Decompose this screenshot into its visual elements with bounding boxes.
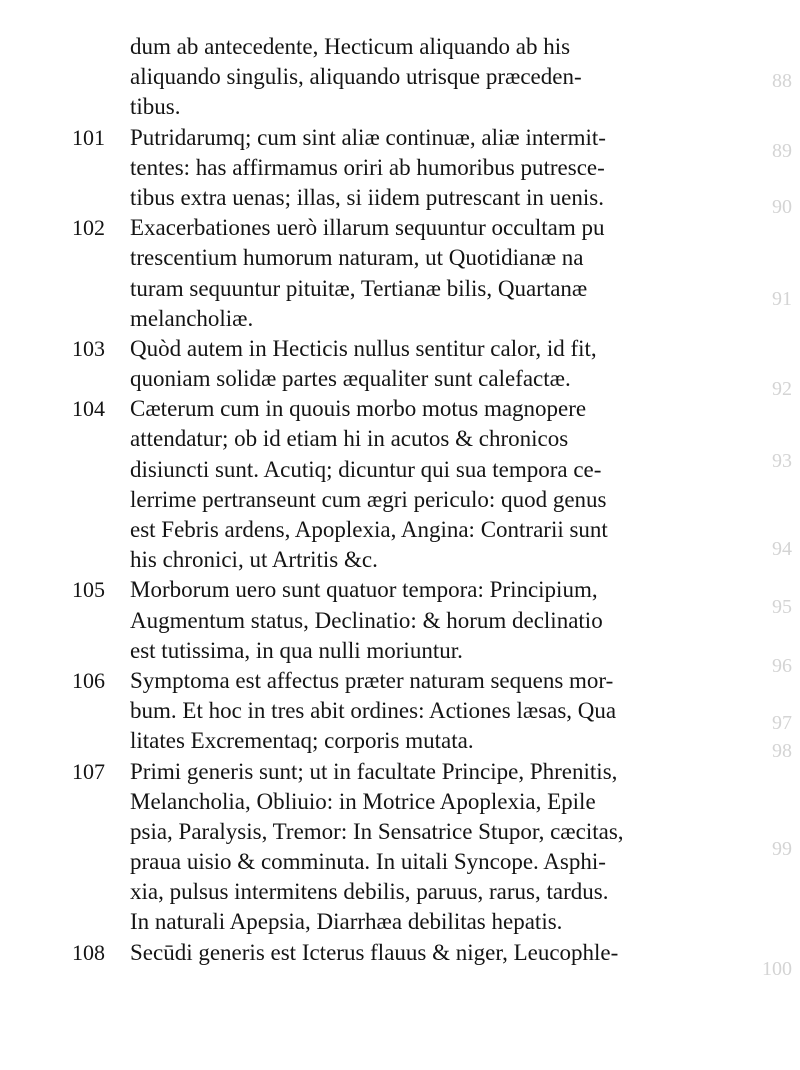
text-line <box>72 424 752 454</box>
text-line <box>72 92 752 122</box>
line-text: Primi generis sunt; ut in facultate Principe, Phrenitis, <box>130 758 618 784</box>
line-text: est tutissima, in qua nulli moriuntur. <box>130 637 463 663</box>
line-text: disiuncti sunt. Acutiq; dicuntur qui sua tempora ce- <box>130 456 602 482</box>
line-text: dum ab antecedente, Hecticum aliquando ab his <box>130 34 571 59</box>
line-text: Quòd autem in Hecticis nullus sentitur calor, id fit, <box>130 335 597 361</box>
line-text: Cæterum cum in quouis morbo motus magnopere <box>130 396 587 422</box>
line-text: tentes: has affirmamus oriri ab humoribus putresce- <box>130 154 605 180</box>
paragraph-first-line <box>72 394 752 424</box>
paragraph-number: 106 <box>72 667 105 693</box>
paragraph-number: 104 <box>72 396 105 422</box>
paragraph-number: 105 <box>72 577 105 603</box>
bleed-through-number: 98 <box>772 740 792 762</box>
paragraph-first-line <box>72 666 752 696</box>
line-text: In naturali Apepsia, Diarrhæa debilitas hepatis. <box>130 909 563 935</box>
line-text: turam sequuntur pituitæ, Tertianæ bilis, Quartanæ <box>130 275 588 301</box>
line-text: Morborum uero sunt quatuor tempora: Principium, <box>130 577 598 603</box>
paragraph-first-line <box>72 123 752 153</box>
paragraph-first-line <box>72 334 752 364</box>
text-line <box>72 515 752 545</box>
line-text: litates Excrementaq; corporis mutata. <box>130 728 474 754</box>
line-text: Augmentum status, Declinatio: & horum declinatio <box>130 607 603 633</box>
text-line <box>72 606 752 636</box>
paragraph-number: 102 <box>72 215 105 241</box>
text-line <box>72 907 752 937</box>
line-text: Symptoma est affectus præter naturam sequens mor- <box>130 667 614 693</box>
line-text: lerrime pertranseunt cum ægri periculo: quod genus <box>130 486 607 512</box>
line-text: tibus extra uenas; illas, si iidem putrescant in uenis. <box>130 184 604 210</box>
text-line <box>72 726 752 756</box>
line-text: his chronici, ut Artritis &c. <box>130 547 378 573</box>
text-line <box>72 183 752 213</box>
text-line <box>72 153 752 183</box>
line-text: aliquando singulis, aliquando utrisque præceden- <box>130 64 582 90</box>
bleed-through-number: 92 <box>772 378 792 400</box>
text-line <box>72 455 752 485</box>
text-line <box>72 787 752 817</box>
line-text: trescentium humorum naturam, ut Quotidianæ na <box>130 245 584 271</box>
bleed-through-number: 93 <box>772 450 792 472</box>
text-line <box>72 847 752 877</box>
line-text: bum. Et hoc in tres abit ordines: Actiones læsas, Qua <box>130 698 617 724</box>
bleed-through-number: 89 <box>772 140 792 162</box>
line-text: est Febris ardens, Apoplexia, Angina: Contrarii sunt <box>130 517 608 542</box>
paragraph-first-line <box>72 575 752 605</box>
line-text: melancholiæ. <box>130 305 254 331</box>
paragraph-first-line <box>72 757 752 787</box>
line-text: Putridarumq; cum sint aliæ continuæ, aliæ intermit- <box>130 124 606 150</box>
bleed-through-number: 88 <box>772 70 792 92</box>
line-text: psia, Paralysis, Tremor: In Sensatrice Stupor, cæcitas, <box>130 818 624 844</box>
text-line <box>72 877 752 907</box>
bleed-through-number: 94 <box>772 538 792 560</box>
line-text: tibus. <box>130 94 181 120</box>
line-text: Melancholia, Obliuio: in Motrice Apoplexia, Epile <box>130 788 596 814</box>
text-line <box>72 304 752 334</box>
paragraph-first-line <box>72 938 752 968</box>
bleed-through-number: 99 <box>772 838 792 860</box>
text-line <box>72 62 752 92</box>
paragraph-number: 107 <box>72 758 105 784</box>
paragraph-first-line <box>72 213 752 243</box>
line-text: quoniam solidæ partes æqualiter sunt calefactæ. <box>130 366 571 392</box>
text-line <box>72 696 752 726</box>
paragraph-number: 101 <box>72 124 105 150</box>
paragraph-number: 103 <box>72 335 105 361</box>
bleed-through-number: 90 <box>772 196 792 218</box>
text-line <box>72 32 752 62</box>
text-line <box>72 817 752 847</box>
paragraph-number: 108 <box>72 939 105 965</box>
bleed-through-number: 96 <box>772 655 792 677</box>
text-line <box>72 545 752 575</box>
bleed-through-number: 100 <box>762 958 792 980</box>
bleed-through-number: 97 <box>772 712 792 734</box>
text-line <box>72 485 752 515</box>
line-text: xia, pulsus intermitens debilis, paruus, rarus, tardus. <box>130 879 609 905</box>
text-line <box>72 243 752 273</box>
text-line <box>72 364 752 394</box>
text-line <box>72 274 752 304</box>
text-line <box>72 636 752 666</box>
text-block <box>72 32 752 968</box>
bleed-through-number: 95 <box>772 596 792 618</box>
line-text: Exacerbationes uerò illarum sequuntur occultam pu <box>130 215 605 241</box>
line-text: praua uisio & comminuta. In uitali Syncope. Asphi- <box>130 849 606 875</box>
line-text: Secūdi generis est Icterus flauus & niger, Leucophle- <box>130 939 619 965</box>
line-text: attendatur; ob id etiam hi in acutos & chronicos <box>130 426 569 452</box>
bleed-through-number: 91 <box>772 288 792 310</box>
